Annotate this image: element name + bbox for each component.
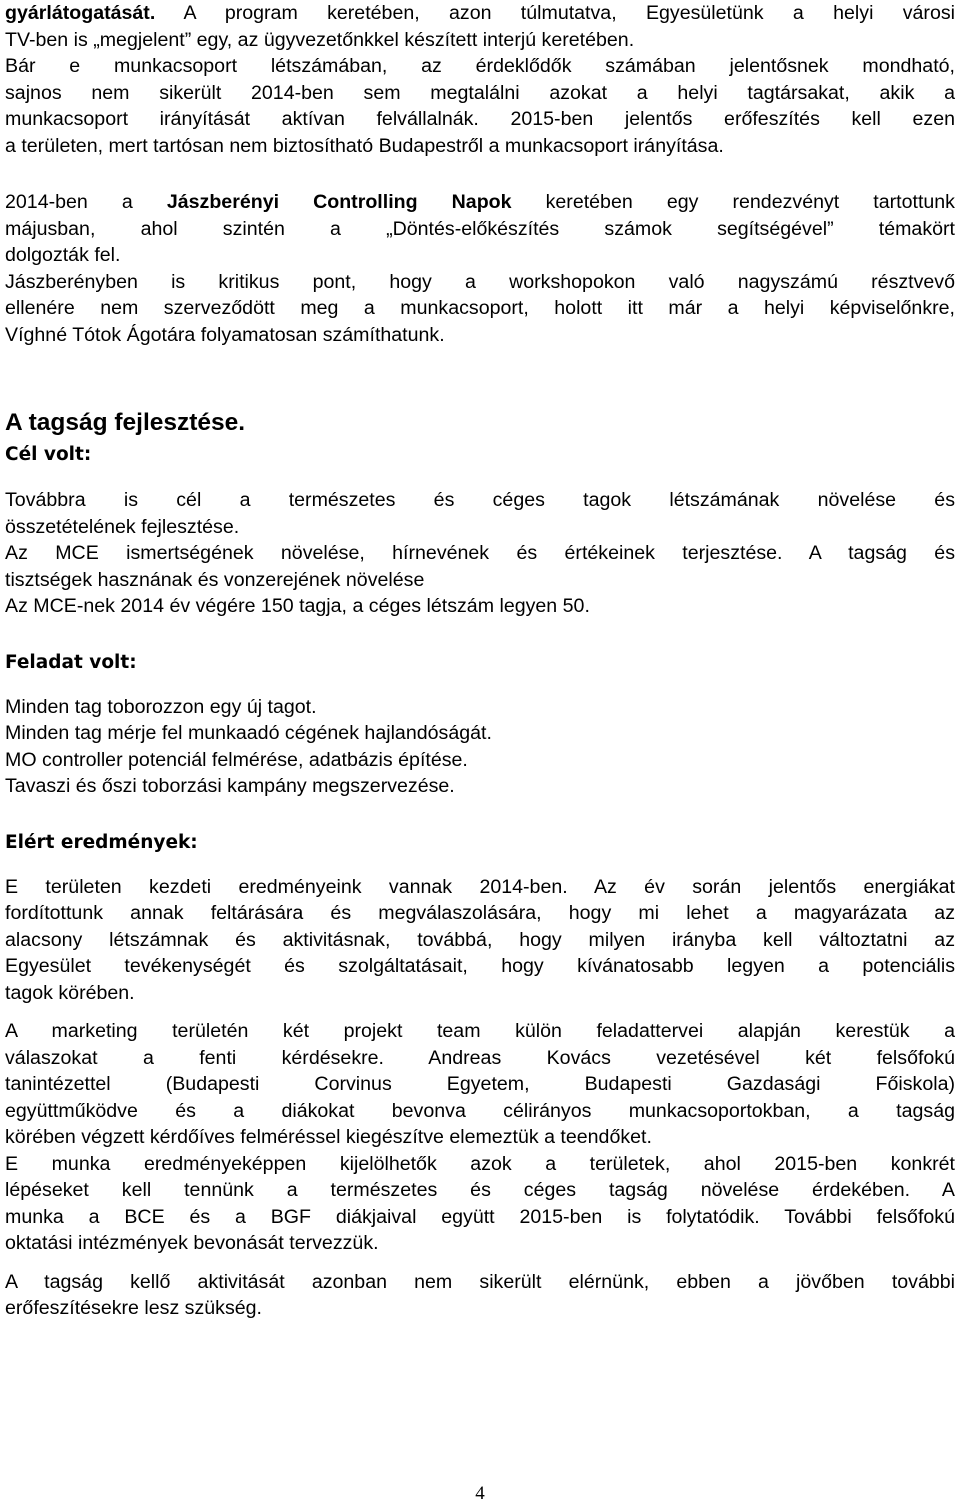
list-item: Tavaszi és őszi toborzási kampány megszervezése. bbox=[5, 775, 455, 797]
task-list bbox=[5, 694, 955, 800]
jaszbereny-paragraph bbox=[5, 189, 955, 269]
text-line: ellenére nem szerveződött meg a munkacsoport, holott itt már a helyi képviselőnkre, bbox=[5, 297, 955, 319]
text-line: sajnos nem sikerült 2014-ben sem megtalálni azokat a helyi tagtársakat, akik a bbox=[5, 81, 955, 104]
text-line: Egyesület tevékenységét és szolgáltatásait, hogy kívánatosabb legyen a potenciális bbox=[5, 955, 955, 977]
jaszbereny-paragraph-2 bbox=[5, 269, 955, 349]
section-title: A tagság fejlesztése. bbox=[5, 409, 246, 436]
text-line: körében végzett kérdőíves felméréssel kiegészítve elemeztük a teendőket. bbox=[5, 1126, 652, 1148]
text-line: válaszokat a fenti kérdésekre. Andreas Kovács vezetésével két felsőfokú bbox=[5, 1046, 955, 1069]
spacer bbox=[5, 620, 955, 650]
text-span: 2014-ben a bbox=[5, 191, 167, 213]
text-line: A tagság kellő aktivitását azonban nem sikerült elérnünk, ebben a jövőben további bbox=[5, 1270, 955, 1293]
task-heading: Feladat volt: bbox=[5, 651, 137, 673]
spacer bbox=[5, 468, 955, 487]
text-line: munkacsoport irányítását aktívan felvállalnák. 2015-ben jelentős erőfeszítés kell ezen bbox=[5, 108, 955, 130]
spacer bbox=[5, 1006, 955, 1018]
text-line: Az MCE ismertségének növelése, hírnevének és értékeinek terjesztése. A tagság és bbox=[5, 542, 955, 564]
text-line: májusban, ahol szintén a „Döntés-előkészítés számok segítségével” témakört bbox=[5, 217, 955, 240]
spacer bbox=[5, 676, 955, 694]
results-paragraph-1 bbox=[5, 874, 955, 1007]
text-line: lépéseket kell tennünk a természetes és céges tagság növelése érdekében. A bbox=[5, 1179, 955, 1201]
results-paragraph-3 bbox=[5, 1151, 955, 1257]
text-line: oktatási intézmények bevonását tervezzük. bbox=[5, 1232, 379, 1254]
text-line: dolgozták fel. bbox=[5, 244, 121, 266]
text-line: tagok körében. bbox=[5, 981, 135, 1004]
text-line: munka a BCE és a BGF diákjaival együtt 2015-ben is folytatódik. További felsőfokú bbox=[5, 1205, 955, 1228]
text-line: Továbbra is cél a természetes és céges tagok létszámának növelése és bbox=[5, 489, 955, 511]
page-number: 4 bbox=[475, 1483, 485, 1504]
text-span: A program keretében, azon túlmutatva, Egyesületünk a helyi városi bbox=[155, 2, 955, 24]
text-line: erőfeszítésekre lesz szükség. bbox=[5, 1297, 263, 1319]
text-line: tisztségek hasznának és vonzerejének növelése bbox=[5, 568, 425, 591]
text-span: keretében egy rendezvényt tartottunk bbox=[511, 191, 955, 213]
text-line: E területen kezdeti eredményeink vannak 2014-ben. Az év során jelentős energiákat bbox=[5, 875, 955, 898]
spacer bbox=[5, 800, 955, 830]
results-paragraph-2 bbox=[5, 1018, 955, 1151]
bold-phrase: Jászberényi Controlling Napok bbox=[166, 191, 512, 213]
text-line: tanintézettel (Budapesti Corvinus Egyetem, Budapesti Gazdasági Főiskola) bbox=[5, 1073, 955, 1095]
text-line: TV-ben is „megjelent” egy, az ügyvezetőnkkel készített interjú keretében. bbox=[5, 28, 635, 51]
spacer bbox=[5, 348, 955, 408]
text-line: együttműködve és a diákokat bevonva célirányos munkacsoportokban, a tagság bbox=[5, 1099, 955, 1122]
list-item: MO controller potenciál felmérése, adatbázis építése. bbox=[5, 748, 468, 771]
text-line: összetételének fejlesztése. bbox=[5, 515, 240, 538]
text-line: a területen, mert tartósan nem biztosítható Budapestről a munkacsoport irányítása. bbox=[5, 134, 724, 157]
text-line bbox=[5, 0, 955, 27]
goal-paragraph bbox=[5, 487, 955, 620]
intro-paragraph bbox=[5, 0, 955, 159]
spacer bbox=[5, 1257, 955, 1269]
spacer bbox=[5, 159, 955, 189]
results-heading: Elért eredmények: bbox=[5, 831, 198, 853]
list-item: Minden tag toborozzon egy új tagot. bbox=[5, 695, 317, 718]
text-line: Bár e munkacsoport létszámában, az érdeklődők számában jelentősnek mondható, bbox=[5, 55, 955, 77]
text-line: fordítottunk annak feltárására és megválaszolására, hogy mi lehet a magyarázata az bbox=[5, 902, 955, 924]
text-line: E munka eredményeképpen kijelölhetők azok a területek, ahol 2015-ben konkrét bbox=[5, 1152, 955, 1175]
spacer bbox=[5, 856, 955, 874]
text-line: Jászberényben is kritikus pont, hogy a workshopokon való nagyszámú résztvevő bbox=[5, 270, 955, 293]
text-line bbox=[5, 189, 955, 216]
text-line: Víghné Tótok Ágotára folyamatosan számíthatunk. bbox=[5, 323, 445, 346]
text-line: alacsony létszámnak és aktivitásnak, továbbá, hogy milyen irányba kell változtatni az bbox=[5, 928, 955, 951]
list-item: Minden tag mérje fel munkaadó cégének hajlandóságát. bbox=[5, 722, 492, 744]
bold-phrase: gyárlátogatását. bbox=[5, 2, 156, 24]
results-paragraph-4 bbox=[5, 1269, 955, 1322]
text-line: Az MCE-nek 2014 év végére 150 tagja, a céges létszám legyen 50. bbox=[5, 595, 590, 617]
document-page bbox=[5, 0, 955, 1322]
text-line: A marketing területén két projekt team külön feladattervei alapján kerestük a bbox=[5, 1020, 955, 1042]
goal-heading: Cél volt: bbox=[5, 444, 92, 465]
